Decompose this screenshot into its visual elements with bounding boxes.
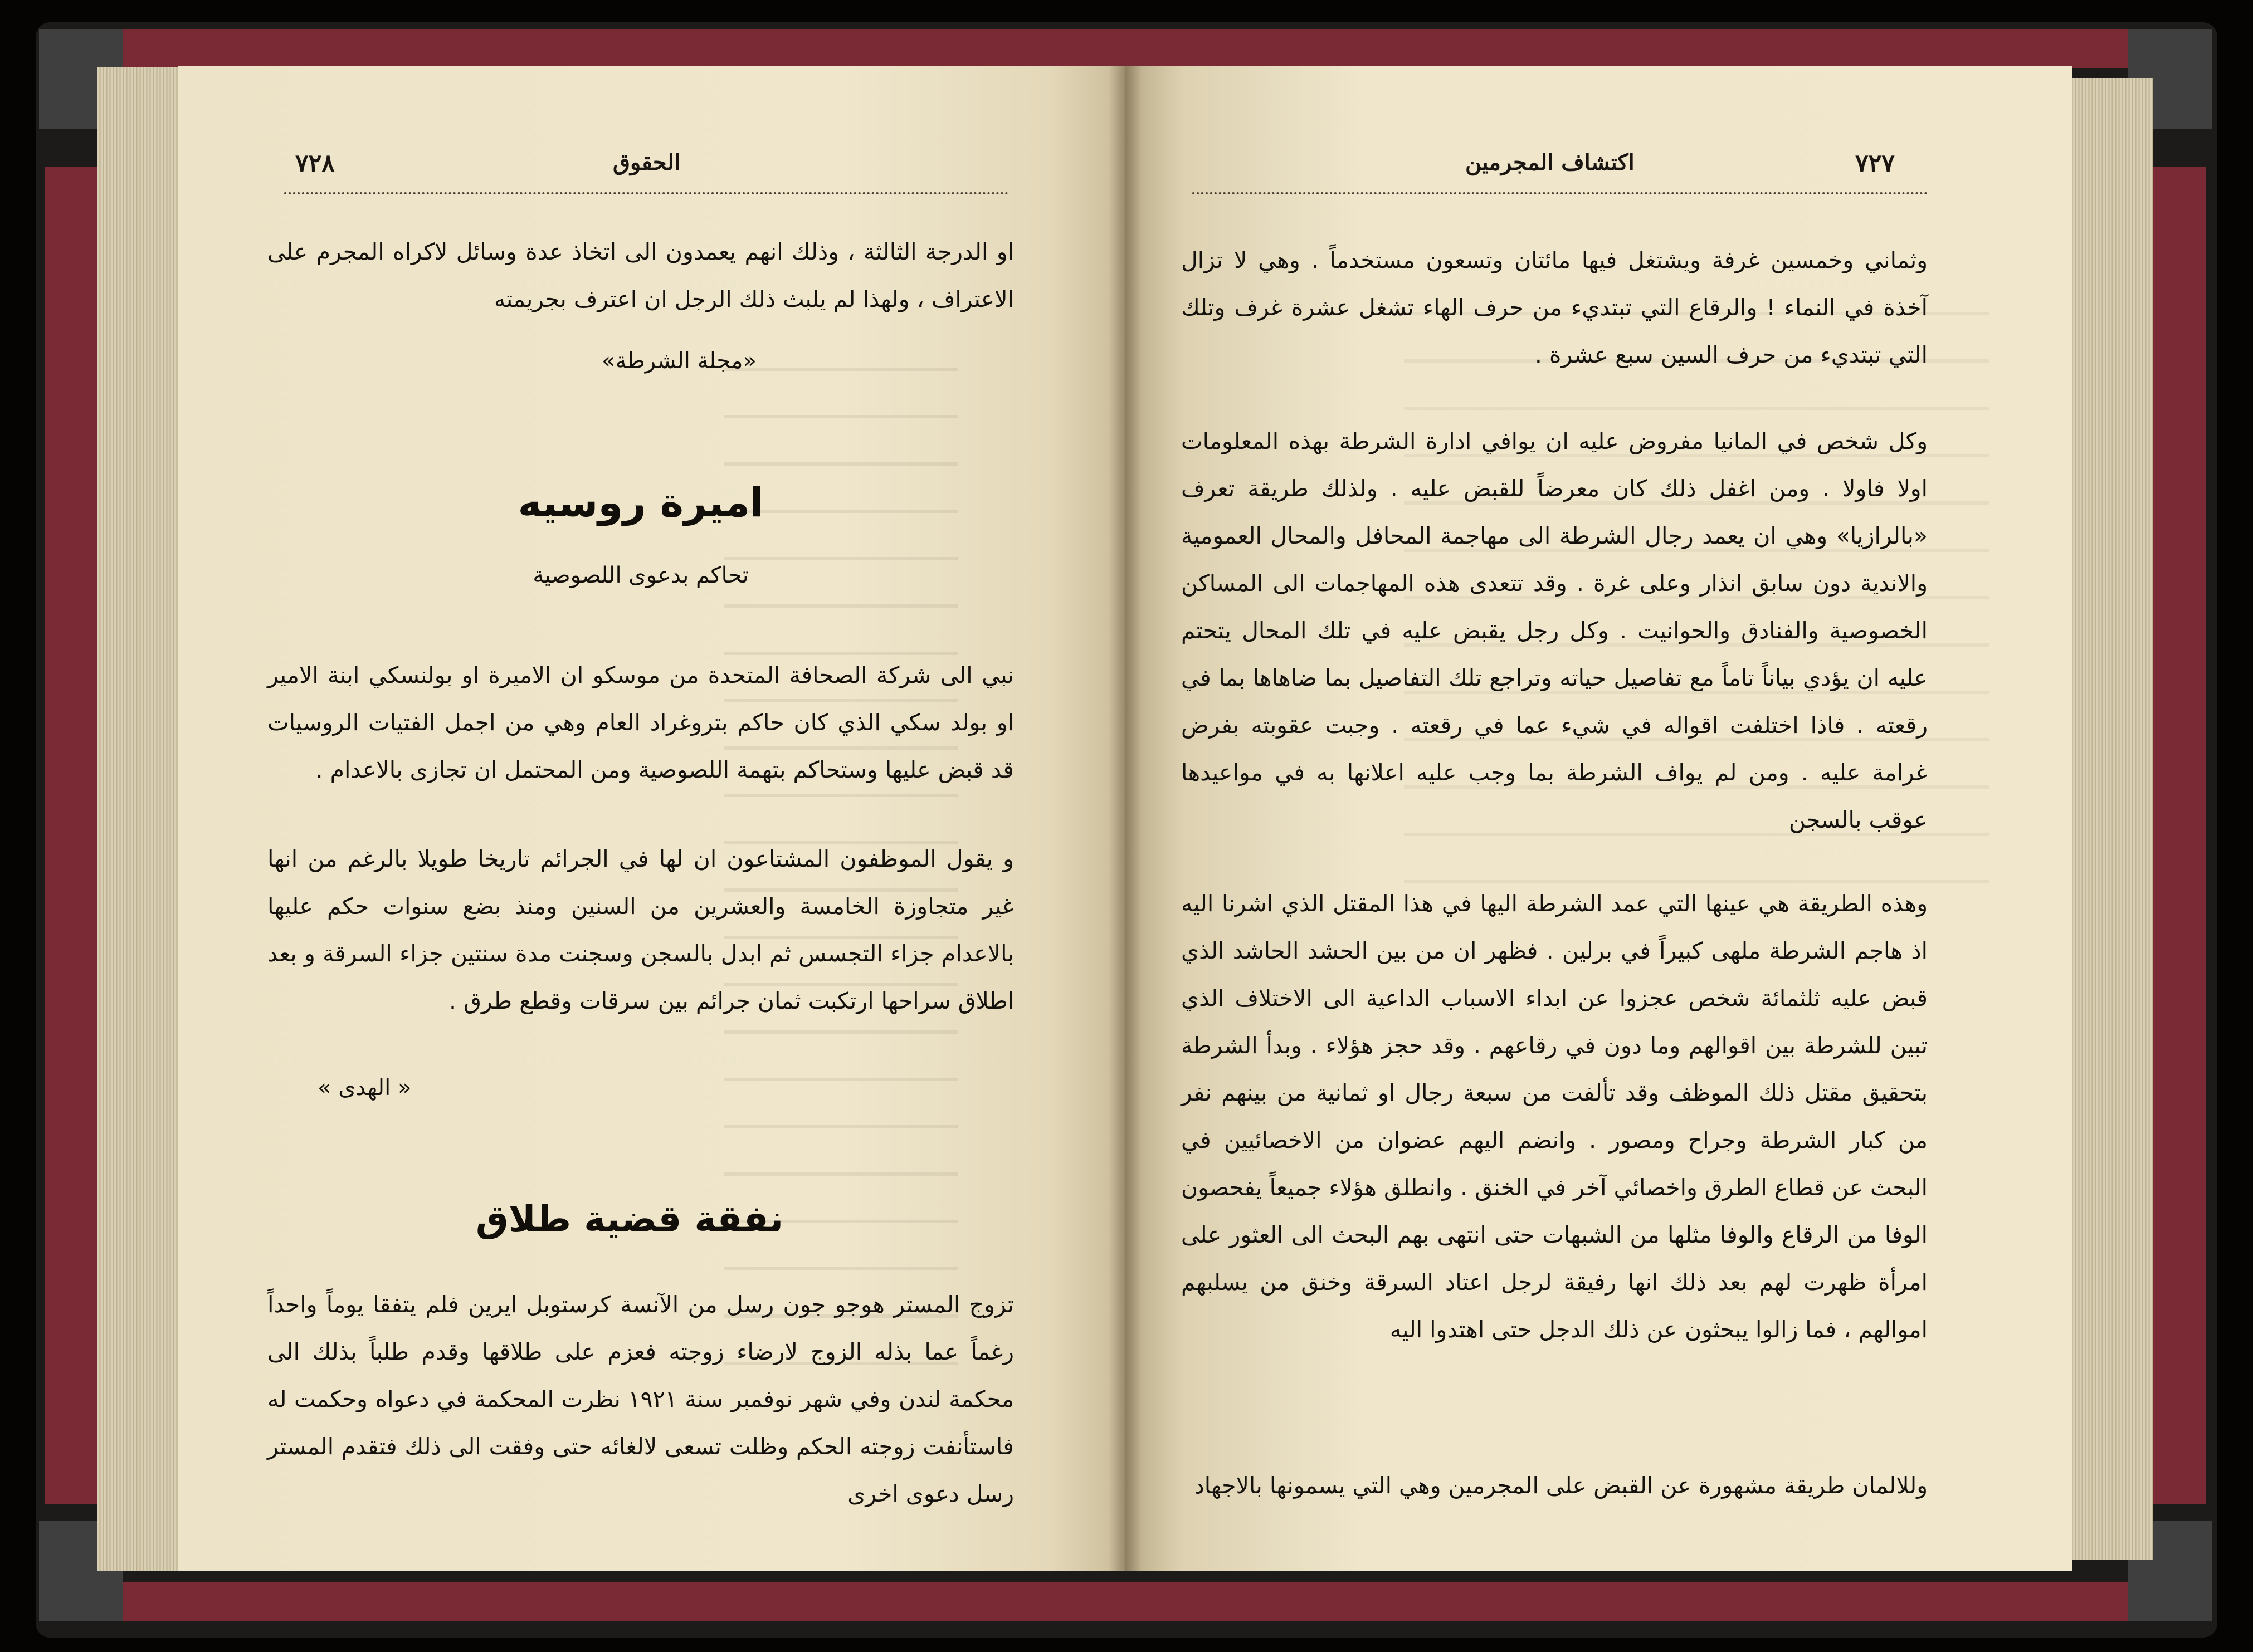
right-page-number: ٧٢٧ [1855, 149, 1895, 178]
page-edges-left [97, 67, 181, 1571]
left-header-rule [284, 192, 1008, 194]
article-2-paragraph-1: تزوج المستر هوجو جون رسل من الآنسة كرستوبل ايرين فلم يتفقا يوماً واحداً رغماً عما بذله الزوج لارضاء زوجته فعزم على طلاقها وقدم طلباً بذلك الى محكمة لندن وفي شهر نوفمبر سنة ١٩٢١ نظرت المحكمة في دعواه وحكمت له فاستأنفت زوجته الحكم وظلت تسعى لالغائه حتى وفقت الى ذلك فتقدم المستر رسل دعوى اخرى [267, 1291, 1014, 1507]
cover-cloth-top [111, 29, 2139, 68]
article-1-paragraph-2: و يقول الموظفون المشتاعون ان لها في الجرائم تاريخا طويلا بالرغم من انها غير متجاوزة الخامسة والعشرين من السنين ومنذ بضع سنوات حكم عليها بالاعدام جزاء التجسس ثم ابدل بالسجن وسجنت مدة سنتين جزاء السرقة و بعد اطلاق سراحها ارتكبت ثمان جرائم بين سرقات وقطع طرق . [267, 845, 1014, 1014]
cover-cloth-left [45, 167, 106, 1504]
article-1-title: اميرة روسيه [518, 479, 764, 526]
left-running-head [267, 149, 1014, 194]
left-continuation-paragraph: او الدرجة الثالثة ، وذلك انهم يعمدون الى اتخاذ عدة وسائل لاكراه المجرم على الاعتراف ، ولهذا لم يلبث ذلك الرجل ان اعترف بجريمته [267, 238, 1014, 312]
article-1-source: « الهدى » [318, 1075, 412, 1101]
cover-cloth-bottom [111, 1582, 2139, 1621]
article-1-paragraph-1: نبي الى شركة الصحافة المتحدة من موسكو ان الاميرة او بولنسكي ابنة الامير او بولد سكي الذي كان حاكم بتروغراد العام وهي من اجمل الفتيات الروسيات قد قبض عليها وستحاكم بتهمة اللصوصية ومن المحتمل ان تجازى بالاعدام . [267, 662, 1014, 783]
right-running-head [1198, 149, 1944, 194]
left-page-number: ٧٢٨ [295, 149, 335, 178]
right-running-title: اكتشاف المجرمين [1465, 149, 1635, 175]
right-paragraph-1: وثماني وخمسين غرفة ويشتغل فيها مائتان وتسعون مستخدماً . وهي لا تزال آخذة في النماء ! والرقاع التي تبتديء من حرف الهاء تشغل عشرة غرف وتلك التي تبتديء من حرف السين سبع عشرة . [1181, 247, 1928, 368]
right-paragraph-3: وهذه الطريقة هي عينها التي عمد الشرطة اليها في هذا المقتل الذي اشرنا اليه اذ هاجم الشرطة ملهى كبيراً في برلين . فظهر ان من بين الحشد الحاشد الذي قبض عليه ثلثمائة شخص عجزوا عن ابداء الاسباب الداعية الى الاختلاف الذي تبين للشرطة بين اقوالهم وما دون في رقاعهم . وقد حجز هؤلاء . وبدأ الشرطة بتحقيق مقتل ذلك الموظف وقد تألفت من سبعة رجال او ثمانية من بينهم نفر من كبار الشرطة وجراح ومصور . وانضم اليهم عضوان من الاخصائيين في البحث عن قطاع الطرق واخصائي آخر في الخنق . وانطلق هؤلاء جميعاً يفحصون الوفا من الرقاع والوفا مثلها من الشبهات حتى انتهى بهم البحث الى العثور على امرأة ظهرت لهم بعد ذلك انها رفيقة لرجل اعتاد السرقة وخنق من يسلبهم اموالهم ، فما زالوا يبحثون عن ذلك الدجل حتى اهتدوا اليه [1181, 890, 1928, 1343]
right-header-rule [1192, 192, 1928, 194]
left-source-1: «مجلة الشرطة» [602, 348, 757, 374]
cover-cloth-right [2145, 167, 2206, 1504]
right-paragraph-2: وكل شخص في المانيا مفروض عليه ان يوافي ادارة الشرطة بهذه المعلومات اولا فاولا . ومن اغفل ذلك كان معرضاً للقبض عليه . ولذلك طريقة تعرف «بالرازيا» وهي ان يعمد رجال الشرطة الى مهاجمة المحافل والمحال العمومية والاندية دون سابق انذار وعلى غرة . وقد تتعدى هذه المهاجمات الى المساكن الخصوصية والفنادق والحوانيت . وكل رجل يقبض عليه في تلك المحال يتحتم عليه ان يؤدي بياناً تاماً مع تفاصيل حياته وتراجع تلك التفاصيل بما ضاهاها بما في رقعته . فاذا اختلفت اقواله في شيء عما في رقعته . وجبت عقوبته بفرض غرامة عليه . ومن لم يواف الشرطة بما وجب عليه اعلانها به في مواعيدها عوقب بالسجن [1181, 428, 1928, 833]
left-running-title: الحقوق [613, 149, 681, 175]
page-edges-right [2070, 78, 2153, 1560]
right-paragraph-4: وللالمان طريقة مشهورة عن القبض على المجرمين وهي التي يسمونها بالاجهاد [1194, 1472, 1928, 1499]
article-2-title: نفقة قضية طلاق [475, 1198, 784, 1240]
book-gutter [1109, 66, 1142, 1571]
article-1-subtitle: تحاكم بدعوى اللصوصية [533, 563, 749, 588]
